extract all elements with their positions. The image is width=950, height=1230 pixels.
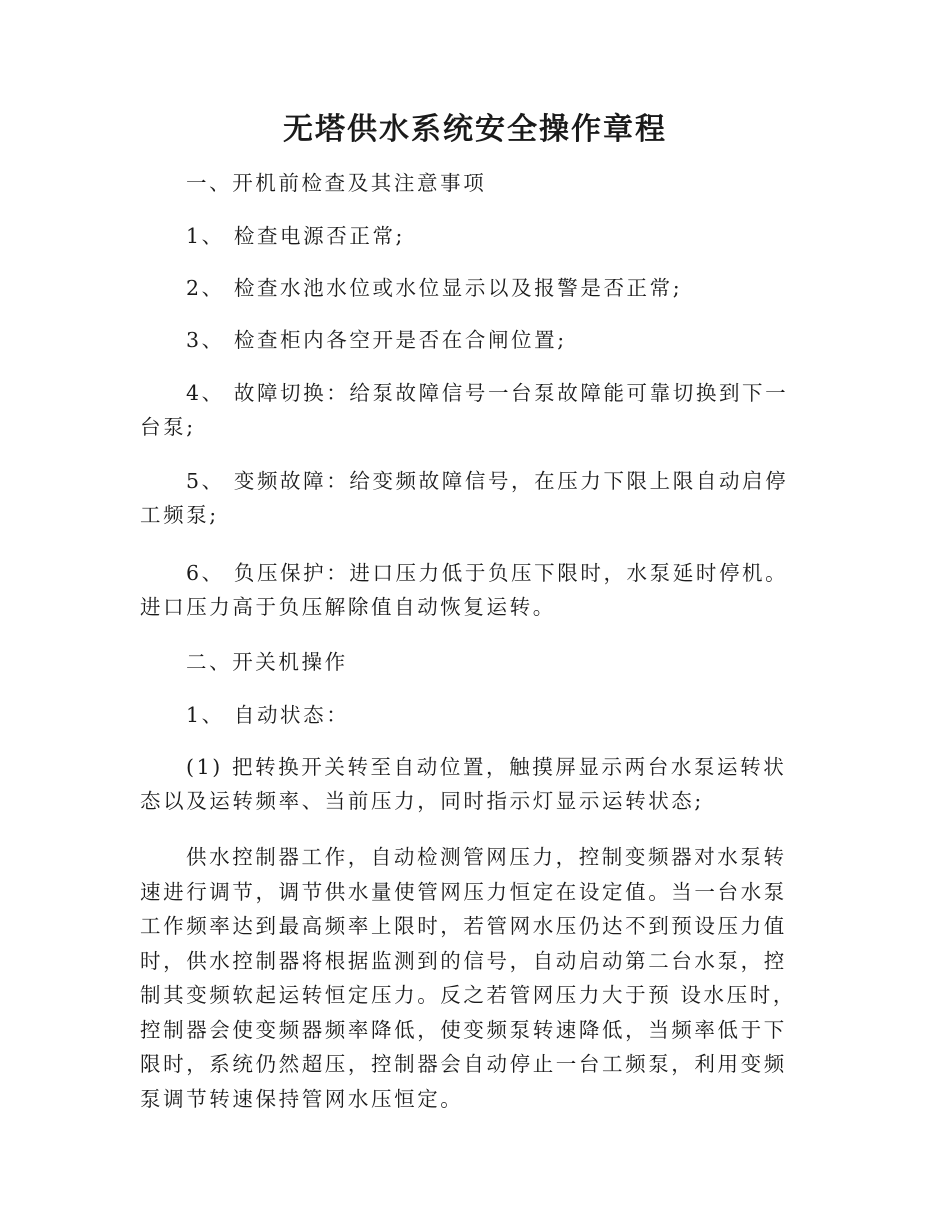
list-item-6: 6、 负压保护：进口压力低于负压下限时，水泵延时停机。进口压力高于负压解除值自动恢复运转。 xyxy=(140,561,789,619)
list-item-1: 1、 检查电源否正常; xyxy=(186,224,406,248)
sub-item-1: (1) 把转换开关转至自动位置，触摸屏显示两台水泵运转状态以及运转频率、当前压力，同时指示灯显示运转状态; xyxy=(140,755,787,813)
section-heading-power-operation: 二、开关机操作 xyxy=(186,650,348,674)
list-item-2: 2、 检查水池水位或水位显示以及报警是否正常; xyxy=(186,276,683,300)
list-item-4: 4、 故障切换：给泵故障信号一台泵故障能可靠切换到下一台泵; xyxy=(140,381,789,439)
document-title: 无塔供水系统安全操作章程 xyxy=(283,112,667,147)
list-item-auto-mode: 1、 自动状态： xyxy=(186,703,350,727)
list-item-3: 3、 检查柜内各空开是否在合闸位置; xyxy=(186,328,567,352)
list-item-5: 5、 变频故障：给变频故障信号，在压力下限上限自动启停工频泵; xyxy=(140,469,789,527)
section-heading-pre-start-check: 一、开机前检查及其注意事项 xyxy=(186,171,487,195)
body-paragraph-controller: 供水控制器工作，自动检测管网压力，控制变频器对水泵转速进行调节，调节供水量使管网压力恒定在设定值。当一台水泵工作频率达到最高频率上限时，若管网水压仍达不到预设压力值时，供水控制器将根据监测到的信号，自动启动第二台水泵，控制其变频软起运转恒定压力。反之若管网压力大于预 设水压时，控制器会使变频器频率降低，使变频泵转速降低，当频率低于下限时，系统仍然超压，控制器会自动停止一台工频泵，利用变频泵调节转速保持管网水压恒定。 xyxy=(140,845,796,1111)
